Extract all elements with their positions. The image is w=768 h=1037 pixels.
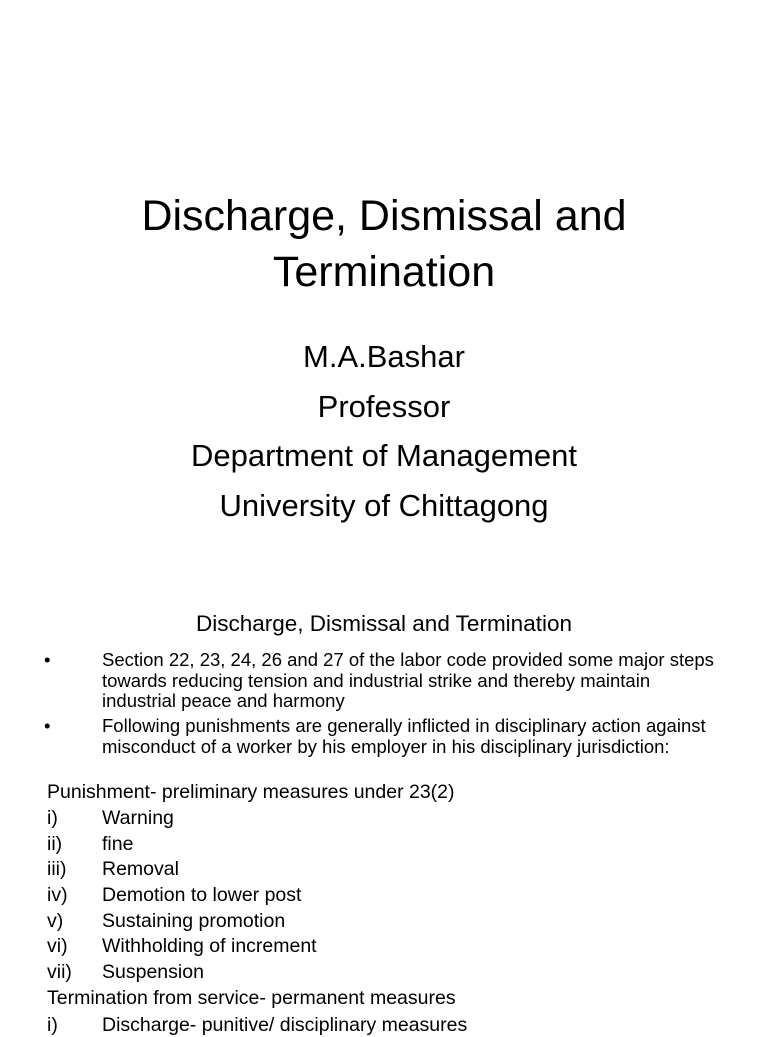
list-item-label: Removal [102,858,179,880]
author-university: University of Chittagong [219,487,549,523]
list-item-number: ii) [47,832,63,855]
list-item-label: Suspension [102,961,204,983]
slide2-title: Discharge, Dismissal and Termination [196,611,572,636]
preliminary-measures-heading: Punishment- preliminary measures under 23(2) [47,781,455,803]
author-block [0,332,768,530]
slide1-title [0,188,768,300]
list-item-number: vi) [47,935,68,957]
author-name: M.A.Bashar [303,339,465,374]
list-item-label: Discharge- punitive/ disciplinary measures [102,1014,468,1036]
list-item-label: Demotion to lower post [102,884,302,906]
bullet-dot: • [44,715,51,736]
list-item-label: Warning [102,807,174,829]
list-item-number: iii) [47,858,67,880]
slide1-title-line-1: Discharge, Dismissal and [141,192,627,240]
list-item-number: i) [47,1014,58,1036]
list-item-number: v) [47,909,64,932]
termination-measures-heading: Termination from service- permanent measures [47,987,456,1009]
author-department: Department of Management [191,438,577,473]
list-item-label: fine [102,832,134,855]
bullet-text: Following punishments are generally inflicted in disciplinary action against misconduct of a worker by his employer in his disciplinary jurisdiction: [102,715,706,757]
author-position: Professor [317,388,451,424]
bullet-dot: • [44,649,51,670]
bullet-text: Section 22, 23, 24, 26 and 27 of the labor code provided some major steps towards reducing tension and industrial strike and thereby maintain industrial peace and harmony [102,649,714,711]
list-item-number: vii) [47,961,72,983]
list-item-label: Withholding of increment [102,935,317,957]
list-item-number: i) [47,807,58,829]
slide1-title-line-2: Termination [272,248,496,296]
list-item-number: iv) [47,884,68,906]
list-item-label: Sustaining promotion [102,909,286,932]
